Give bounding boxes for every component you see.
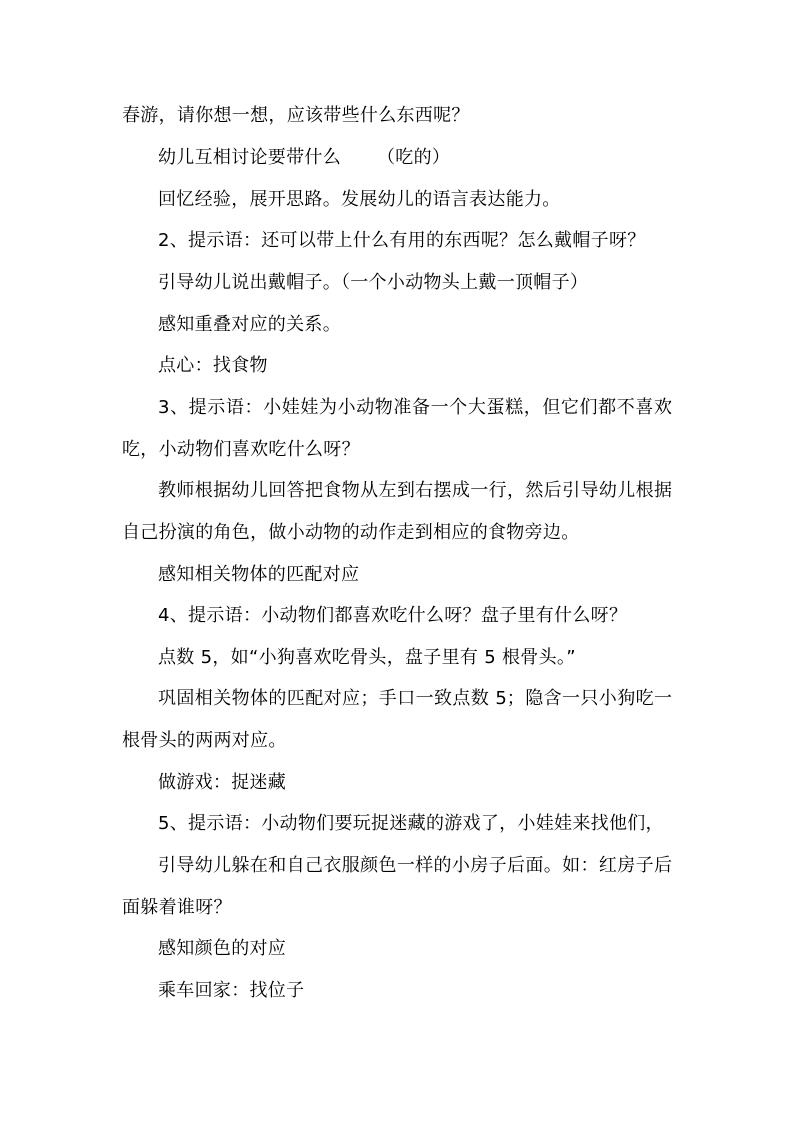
text-line: 巩固相关物体的匹配对应；手口一致点数 5；隐含一只小狗吃一 [158,688,672,709]
text-line: 5、提示语：小动物们要玩捉迷藏的游戏了，小娃娃来找他们， [158,813,664,834]
text-line: 幼儿互相讨论要带什么 [158,147,341,168]
text-note: （吃的） [377,147,451,168]
text-line: 感知相关物体的匹配对应 [158,564,360,585]
text-line: 教师根据幼儿回答把食物从左到右摆成一行，然后引导幼儿根据 [158,480,672,501]
text-line: 3、提示语：小娃娃为小动物准备一个大蛋糕，但它们都不喜欢 [158,397,672,418]
section-heading: 做游戏：捉迷藏 [158,772,287,793]
text-line: 自己扮演的角色，做小动物的动作走到相应的食物旁边。 [122,522,580,543]
text-line: 感知重叠对应的关系。 [158,314,341,335]
text-line: 点数 5，如“小狗喜欢吃骨头，盘子里有 5 根骨头。” [158,647,576,668]
text-line: 面躲着谁呀？ [122,897,232,918]
text-line: 春游，请你想一想，应该带些什么东西呢？ [122,105,470,126]
section-heading: 点心：找食物 [158,355,268,376]
text-line: 引导幼儿说出戴帽子。（一个小动物头上戴一顶帽子） [158,272,589,293]
text-line: 引导幼儿躲在和自己衣服颜色一样的小房子后面。如：红房子后 [158,855,672,876]
section-heading: 乘车回家：找位子 [158,980,305,1001]
text-line: 感知颜色的对应 [158,938,287,959]
text-line: 吃，小动物们喜欢吃什么呀？ [122,439,360,460]
text-line: 2、提示语：还可以带上什么有用的东西呢？怎么戴帽子呀？ [158,230,646,251]
text-line: 4、提示语：小动物们都喜欢吃什么呀？盘子里有什么呀？ [158,605,628,626]
text-line: 根骨头的两两对应。 [122,730,287,751]
text-line: 回忆经验，展开思路。发展幼儿的语言表达能力。 [158,189,561,210]
